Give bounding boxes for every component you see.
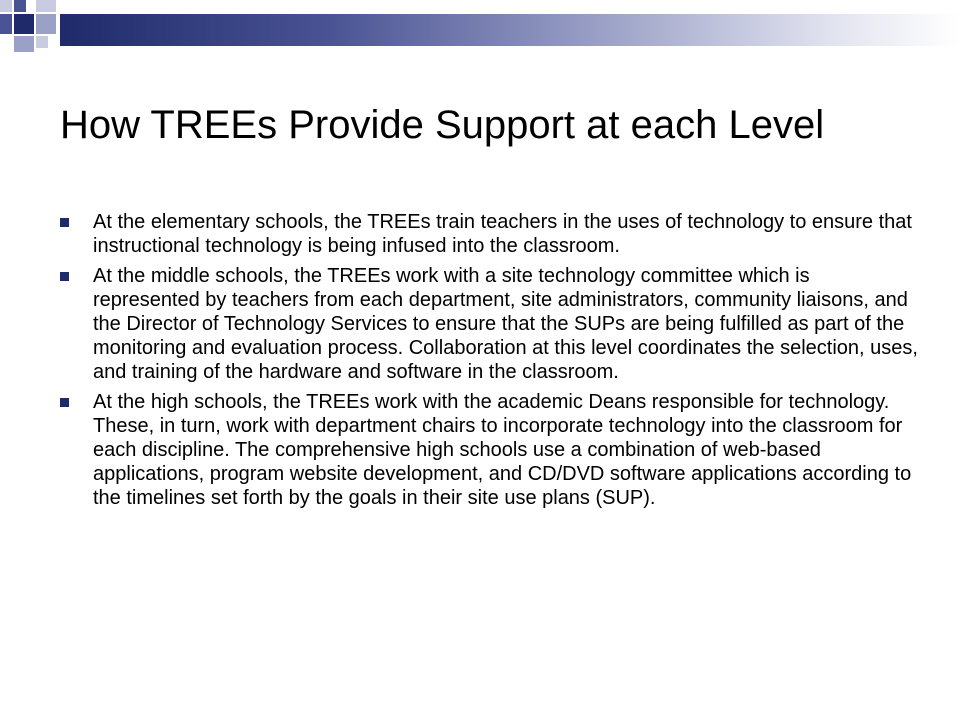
deco-square-5: [36, 0, 56, 12]
bullet-text: At the elementary schools, the TREEs train teachers in the uses of technology to ensure that instructional technology is being infused into the classroom.: [93, 211, 912, 257]
deco-square-7: [14, 36, 34, 52]
bullet-text: At the high schools, the TREEs work with the academic Deans responsible for technology. These, in turn, work with department chairs to incorporate technology into the classroom for each discipline. The comprehensive high schools use a combination of web-based applications, program website development, and CD/DVD software applications according to the timelines set forth by the goals in their site use plans (SUP).: [93, 391, 912, 509]
square-bullet-icon: [60, 398, 69, 407]
slide-title: How TREEs Provide Support at each Level: [60, 103, 825, 147]
deco-square-1: [0, 0, 12, 12]
deco-square-8: [36, 36, 48, 48]
bullet-item: [60, 264, 920, 384]
bullet-item: [60, 390, 920, 510]
bullet-item: [60, 210, 920, 258]
deco-square-3: [0, 14, 12, 34]
square-bullet-icon: [60, 272, 69, 281]
header-gradient-bar: [60, 14, 960, 46]
deco-square-4: [14, 14, 34, 34]
bullet-text: At the middle schools, the TREEs work with a site technology committee which is represented by teachers from each department, site administrators, community liaisons, and the Director of Technology Services to ensure that the SUPs are being fulfilled as part of the monitoring and evaluation process. Collaboration at this level coordinates the selection, uses, and training of the hardware and software in the classroom.: [93, 265, 918, 383]
square-bullet-icon: [60, 218, 69, 227]
deco-square-2: [14, 0, 26, 12]
deco-square-6: [36, 14, 56, 34]
bullet-list: [60, 210, 920, 516]
